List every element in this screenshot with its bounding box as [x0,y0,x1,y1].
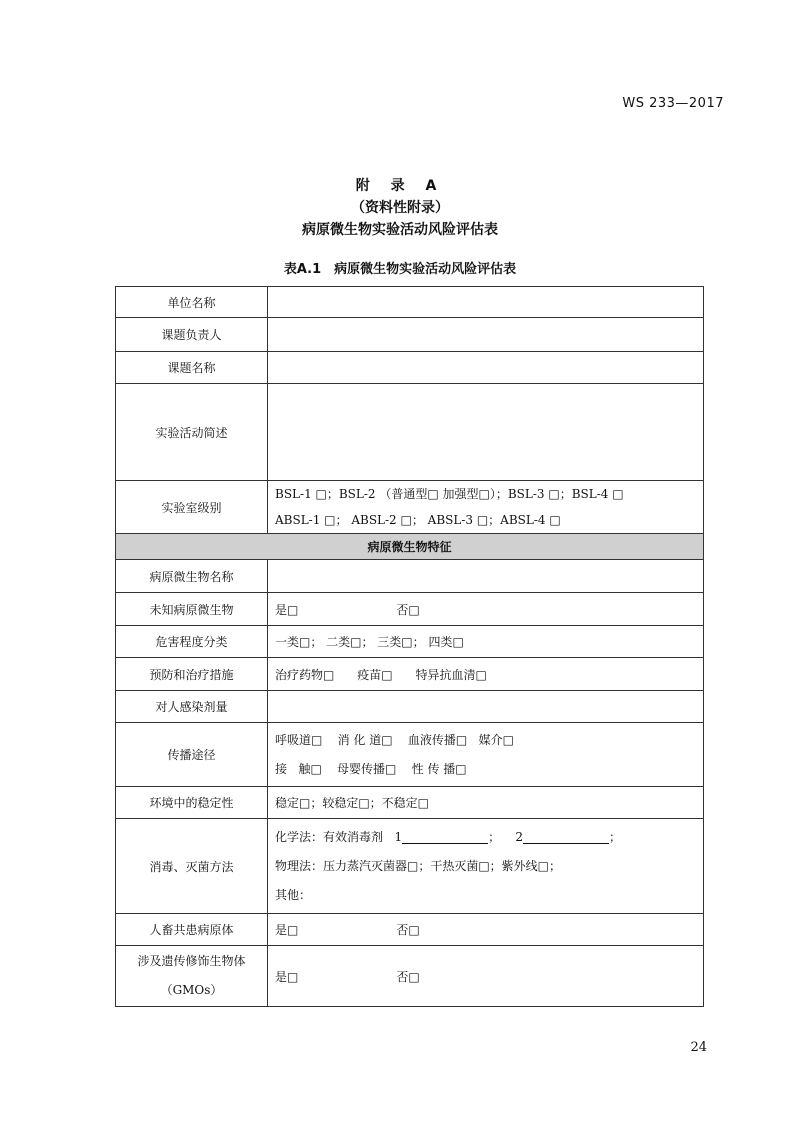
option-yes: 是□ [275,923,299,937]
value-hazard: 一类□； 二类□； 三类□； 四类□ [268,626,704,658]
row-label-gmo [116,946,268,1007]
table-row [116,723,704,787]
row-label-stability: 环境中的稳定性 [116,787,268,819]
table-row [116,946,704,1007]
risk-assessment-table [115,286,704,1007]
annex-title: 病原微生物实验活动风险评估表 [302,222,498,238]
row-label-prevention: 预防和治疗措施 [116,658,268,691]
table-row [116,819,704,914]
standard-code: WS 233—2017 [622,96,724,111]
table-row [116,626,704,658]
chemical-method [275,823,696,852]
row-label-transmission: 传播途径 [116,723,268,787]
value-disinfection [268,819,704,914]
disinfectant-1-blank [402,830,488,844]
table-caption: 表A.1 病原微生物实验活动风险评估表 [283,262,517,277]
table-row [116,691,704,723]
table-row [116,352,704,384]
transmission-options-1: 呼吸道□ 消 化 道□ 血液传播□ 媒介□ [275,732,514,747]
annex-type: （资料性附录） [351,200,449,216]
section-header-pathogen: 病原微生物特征 [116,534,704,560]
lab-level-options-2: ABSL-1 □； ABSL-2 □； ABSL-3 □；ABSL-4 □ [275,513,561,527]
row-label-lab-level: 实验室级别 [116,481,268,534]
transmission-options-2: 接 触□ 母婴传播□ 性 传 播□ [275,761,467,776]
value-activity [268,384,704,481]
table-row [116,481,704,534]
value-transmission [268,723,704,787]
annex-label: 附 录 A [355,178,445,194]
row-label-leader: 课题负责人 [116,318,268,352]
option-no: 否□ [396,969,420,984]
chemical-separator: ； 2 [488,829,523,844]
option-yes: 是□ [275,969,299,984]
value-pathogen-name [268,560,704,593]
chemical-end: ； [609,829,622,844]
table-row [116,287,704,318]
table-row [116,914,704,946]
table-row [116,318,704,352]
value-dose [268,691,704,723]
row-label-dose: 对人感染剂量 [116,691,268,723]
value-lab-level [268,481,704,534]
lab-level-options-1: BSL-1 □；BSL-2 （普通型□ 加强型□）；BSL-3 □；BSL-4 □ [275,487,624,501]
table-row [116,384,704,481]
value-stability: 稳定□；较稳定□；不稳定□ [268,787,704,819]
value-unit-name [268,287,704,318]
gmo-label-line-1: 涉及遗传修饰生物体 [137,954,246,968]
page-number: 24 [690,1040,707,1055]
row-label-activity: 实验活动简述 [116,384,268,481]
value-project [268,352,704,384]
table-row [116,534,704,560]
table-row [116,593,704,626]
row-label-unit-name: 单位名称 [116,287,268,318]
row-label-unknown: 未知病原微生物 [116,593,268,626]
row-label-hazard: 危害程度分类 [116,626,268,658]
table-row [116,560,704,593]
row-label-pathogen-name: 病原微生物名称 [116,560,268,593]
row-label-disinfection: 消毒、灭菌方法 [116,819,268,914]
option-yes: 是□ [275,602,299,617]
table-row [116,787,704,819]
value-zoonotic [268,914,704,946]
option-no: 否□ [396,923,420,937]
other-method: 其他： [275,887,312,902]
value-gmo [268,946,704,1007]
value-unknown [268,593,704,626]
physical-method: 物理法：压力蒸汽灭菌器□；干热灭菌□；紫外线□； [275,858,562,873]
disinfectant-2-blank [523,830,609,844]
gmo-label-line-2: （GMOs） [160,983,223,997]
value-leader [268,318,704,352]
value-prevention: 治疗药物□ 疫苗□ 特异抗血清□ [268,658,704,691]
row-label-zoonotic: 人畜共患病原体 [116,914,268,946]
table-row [116,658,704,691]
annex-heading [0,175,800,241]
chemical-prefix: 化学法：有效消毒剂 1 [275,829,403,844]
row-label-project: 课题名称 [116,352,268,384]
option-no: 否□ [396,602,420,617]
